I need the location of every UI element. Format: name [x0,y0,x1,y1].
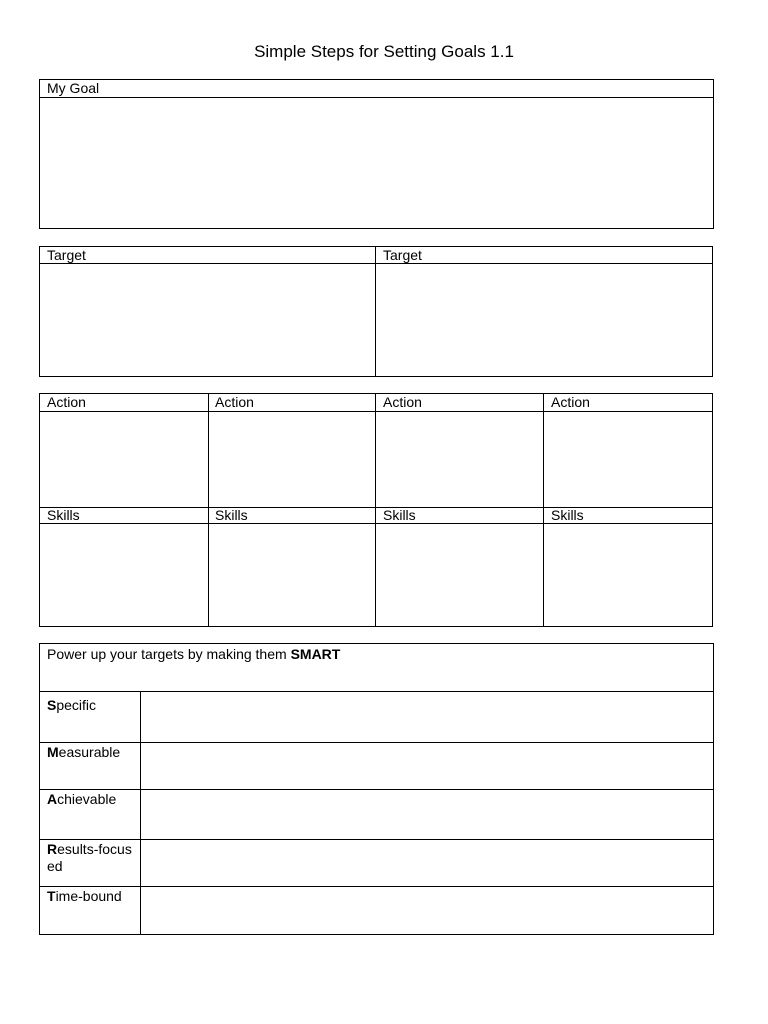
smart-row-label: Measurable [47,744,121,760]
smart-row-results-focused [40,839,713,886]
divider [40,411,712,412]
divider [40,523,712,524]
results-focused-writing-area[interactable] [141,840,713,886]
target-writing-area-2[interactable] [376,265,712,376]
goal-box [39,79,714,229]
skills-label-2: Skills [215,507,248,523]
skills-label-3: Skills [383,507,416,523]
smart-row-specific [40,691,713,742]
targets-box [39,246,713,377]
smart-row-label: Results-focused [47,841,132,874]
action-writing-area-1[interactable] [40,413,208,507]
smart-row-measurable [40,742,713,789]
goal-writing-area[interactable] [40,99,713,228]
action-label-2: Action [215,394,254,410]
time-bound-writing-area[interactable] [141,888,713,934]
target-writing-area-1[interactable] [40,265,375,376]
measurable-writing-area[interactable] [141,744,713,789]
goal-label: My Goal [47,80,100,96]
target-label-2: Target [383,247,422,263]
skills-writing-area-1[interactable] [40,525,208,626]
action-writing-area-3[interactable] [376,413,543,507]
action-writing-area-4[interactable] [544,413,712,507]
skills-writing-area-4[interactable] [544,525,712,626]
smart-row-label: Achievable [47,791,117,807]
action-writing-area-2[interactable] [209,413,375,507]
skills-writing-area-2[interactable] [209,525,375,626]
target-label-1: Target [47,247,86,263]
divider [40,97,713,98]
divider [40,263,712,264]
divider [40,507,712,508]
smart-row-label: Time-bound [47,888,122,904]
page-title: Simple Steps for Setting Goals 1.1 [254,42,514,61]
smart-intro-text: Power up your targets by making them [47,646,291,662]
specific-writing-area[interactable] [141,692,713,742]
action-label-4: Action [551,394,590,410]
skills-writing-area-3[interactable] [376,525,543,626]
skills-label-4: Skills [551,507,584,523]
smart-intro [47,646,340,663]
action-label-1: Action [47,394,86,410]
achievable-writing-area[interactable] [141,790,713,839]
actions-skills-box [39,393,713,627]
action-label-3: Action [383,394,422,410]
smart-intro-bold: SMART [290,646,341,662]
skills-label-1: Skills [47,507,80,523]
smart-box [39,643,714,935]
smart-row-label: Specific [47,697,97,713]
smart-row-time-bound [40,886,713,934]
smart-row-achievable [40,789,713,839]
